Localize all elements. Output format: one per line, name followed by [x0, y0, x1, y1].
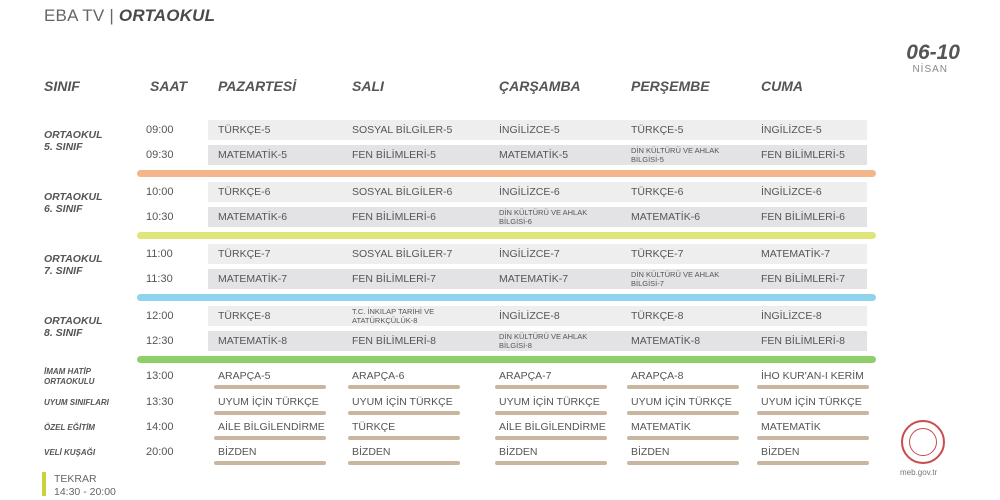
lesson-cell: MATEMATİK-6: [631, 211, 701, 223]
cell-underline: [495, 436, 607, 440]
group-separator: [137, 232, 876, 239]
col-header-cuma: CUMA: [761, 78, 803, 94]
lesson-cell: FEN BİLİMLERİ-6: [352, 211, 437, 223]
time-cell: 09:30: [146, 149, 174, 161]
brand-main: ORTAOKUL: [118, 6, 216, 25]
lesson-cell: FEN BİLİMLERİ-5: [352, 149, 437, 161]
lesson-cell: ARAPÇA-8: [631, 370, 684, 382]
col-header-sinif: SINIF: [44, 78, 80, 94]
lesson-cell: MATEMATİK-7: [499, 273, 569, 285]
cell-underline: [348, 411, 460, 415]
lesson-cell: TÜRKÇE-5: [631, 124, 684, 136]
meb-logo-icon: [901, 420, 945, 464]
lesson-cell: DİN KÜLTÜRÜ VE AHLAK BİLGİSİ-6: [499, 208, 588, 226]
time-cell: 14:00: [146, 421, 174, 433]
lesson-cell: FEN BİLİMLERİ-6: [761, 211, 846, 223]
time-cell: 13:00: [146, 370, 174, 382]
time-cell: 20:00: [146, 446, 174, 458]
lesson-cell: AİLE BİLGİLENDİRME: [499, 421, 606, 433]
lesson-cell: FEN BİLİMLERİ-7: [761, 273, 846, 285]
lesson-cell: ARAPÇA-6: [352, 370, 405, 382]
group-label-line2: 6. SINIF: [44, 203, 83, 215]
lesson-cell: SOSYAL BİLGİLER-7: [352, 248, 453, 260]
lesson-cell: FEN BİLİMLERİ-7: [352, 273, 437, 285]
col-header-sali: SALI: [352, 78, 384, 94]
lesson-cell: İNGİLİZCE-5: [499, 124, 560, 136]
cell-underline: [495, 411, 607, 415]
lesson-cell: FEN BİLİMLERİ-8: [761, 335, 846, 347]
extra-label: UYUM SINIFLARI: [44, 398, 109, 407]
lesson-cell: FEN BİLİMLERİ-5: [761, 149, 846, 161]
lesson-cell: BİZDEN: [499, 446, 538, 458]
lesson-cell: MATEMATİK-8: [631, 335, 701, 347]
tekrar-accent-bar: [42, 472, 46, 496]
tekrar-note: [54, 473, 116, 499]
cell-underline: [214, 461, 326, 465]
lesson-cell: TÜRKÇE-5: [218, 124, 271, 136]
lesson-cell: TÜRKÇE-8: [631, 310, 684, 322]
lesson-cell: TÜRKÇE-7: [218, 248, 271, 260]
cell-underline: [757, 385, 869, 389]
lesson-cell: MATEMATİK: [631, 421, 691, 433]
cell-underline: [214, 385, 326, 389]
lesson-cell: TÜRKÇE-6: [631, 186, 684, 198]
lesson-cell: İNGİLİZCE-8: [761, 310, 822, 322]
brand-title: [44, 6, 215, 26]
lesson-cell: MATEMATİK-5: [499, 149, 569, 161]
lesson-cell: UYUM İÇİN TÜRKÇE: [499, 396, 600, 408]
group-separator: [137, 170, 876, 177]
time-cell: 13:30: [146, 396, 174, 408]
cell-underline: [627, 411, 739, 415]
week-range: 06-10: [906, 41, 960, 64]
site-url: meb.gov.tr: [900, 468, 938, 477]
lesson-cell: MATEMATİK-5: [218, 149, 288, 161]
cell-underline: [495, 461, 607, 465]
lesson-cell: AİLE BİLGİLENDİRME: [218, 421, 325, 433]
cell-underline: [348, 461, 460, 465]
time-cell: 12:00: [146, 310, 174, 322]
group-label-line2: 5. SINIF: [44, 141, 83, 153]
lesson-cell: TÜRKÇE-8: [218, 310, 271, 322]
col-header-pazartesi: PAZARTESİ: [218, 78, 297, 94]
cell-underline: [348, 436, 460, 440]
lesson-cell: İNGİLİZCE-8: [499, 310, 560, 322]
lesson-cell: İNGİLİZCE-6: [499, 186, 560, 198]
lesson-cell: BİZDEN: [218, 446, 257, 458]
lesson-cell: UYUM İÇİN TÜRKÇE: [352, 396, 453, 408]
group-separator: [137, 294, 876, 301]
tekrar-label: TEKRAR: [54, 473, 97, 485]
extra-label-line2: ORTAOKULU: [44, 377, 95, 386]
extra-label: ÖZEL EĞİTİM: [44, 423, 95, 432]
time-cell: 11:30: [146, 273, 173, 285]
group-label-line1: ORTAOKUL: [44, 129, 103, 141]
lesson-cell: BİZDEN: [631, 446, 670, 458]
lesson-cell: DİN KÜLTÜRÜ VE AHLAK BİLGİSİ-5: [631, 146, 720, 164]
lesson-cell: MATEMATİK: [761, 421, 821, 433]
time-cell: 10:30: [146, 211, 174, 223]
cell-underline: [348, 385, 460, 389]
group-label-line2: 8. SINIF: [44, 327, 83, 339]
col-header-saat: SAAT: [150, 78, 188, 94]
cell-underline: [627, 385, 739, 389]
tekrar-time: 14:30 - 20:00: [54, 486, 116, 498]
week-badge: [880, 42, 960, 75]
lesson-cell: T.C. İNKILAP TARİHİ VE ATATÜRKÇÜLÜK-8: [352, 307, 435, 325]
lesson-cell: BİZDEN: [761, 446, 800, 458]
lesson-cell: TÜRKÇE: [352, 421, 396, 433]
lesson-cell: DİN KÜLTÜRÜ VE AHLAK BİLGİSİ-7: [631, 270, 720, 288]
extra-label: VELİ KUŞAĞI: [44, 448, 96, 457]
cell-underline: [627, 461, 739, 465]
brand-prefix: EBA TV |: [44, 6, 119, 25]
lesson-cell: İNGİLİZCE-7: [499, 248, 560, 260]
cell-underline: [757, 436, 869, 440]
time-cell: 12:30: [146, 335, 174, 347]
lesson-cell: UYUM İÇİN TÜRKÇE: [218, 396, 319, 408]
lesson-cell: İNGİLİZCE-6: [761, 186, 822, 198]
lesson-cell: ARAPÇA-7: [499, 370, 552, 382]
meb-logo-inner: [909, 428, 937, 456]
col-header-carsamba: ÇARŞAMBA: [499, 78, 581, 94]
lesson-cell: MATEMATİK-8: [218, 335, 288, 347]
lesson-cell: MATEMATİK-7: [761, 248, 831, 260]
lesson-cell: MATEMATİK-7: [218, 273, 288, 285]
lesson-cell: İHO KUR'AN-I KERİM: [761, 370, 864, 382]
lesson-cell: DİN KÜLTÜRÜ VE AHLAK BİLGİSİ-8: [499, 332, 588, 350]
lesson-cell: UYUM İÇİN TÜRKÇE: [631, 396, 732, 408]
lesson-cell: MATEMATİK-6: [218, 211, 288, 223]
cell-underline: [627, 436, 739, 440]
group-label-line1: ORTAOKUL: [44, 253, 103, 265]
cell-underline: [495, 385, 607, 389]
cell-underline: [214, 436, 326, 440]
lesson-cell: ARAPÇA-5: [218, 370, 271, 382]
time-cell: 11:00: [146, 248, 173, 260]
group-label-line2: 7. SINIF: [44, 265, 83, 277]
lesson-cell: FEN BİLİMLERİ-8: [352, 335, 437, 347]
lesson-cell: TÜRKÇE-7: [631, 248, 684, 260]
lesson-cell: UYUM İÇİN TÜRKÇE: [761, 396, 862, 408]
extra-label-line1: İMAM HATİP: [44, 367, 91, 376]
lesson-cell: BİZDEN: [352, 446, 391, 458]
lesson-cell: TÜRKÇE-6: [218, 186, 271, 198]
week-month: NİSAN: [912, 64, 948, 75]
cell-underline: [757, 461, 869, 465]
lesson-cell: SOSYAL BİLGİLER-6: [352, 186, 453, 198]
cell-underline: [757, 411, 869, 415]
col-header-persembe: PERŞEMBE: [631, 78, 710, 94]
cell-underline: [214, 411, 326, 415]
time-cell: 09:00: [146, 124, 174, 136]
lesson-cell: İNGİLİZCE-5: [761, 124, 822, 136]
group-label-line1: ORTAOKUL: [44, 191, 103, 203]
group-separator: [137, 356, 876, 363]
group-label-line1: ORTAOKUL: [44, 315, 103, 327]
time-cell: 10:00: [146, 186, 174, 198]
lesson-cell: SOSYAL BİLGİLER-5: [352, 124, 453, 136]
